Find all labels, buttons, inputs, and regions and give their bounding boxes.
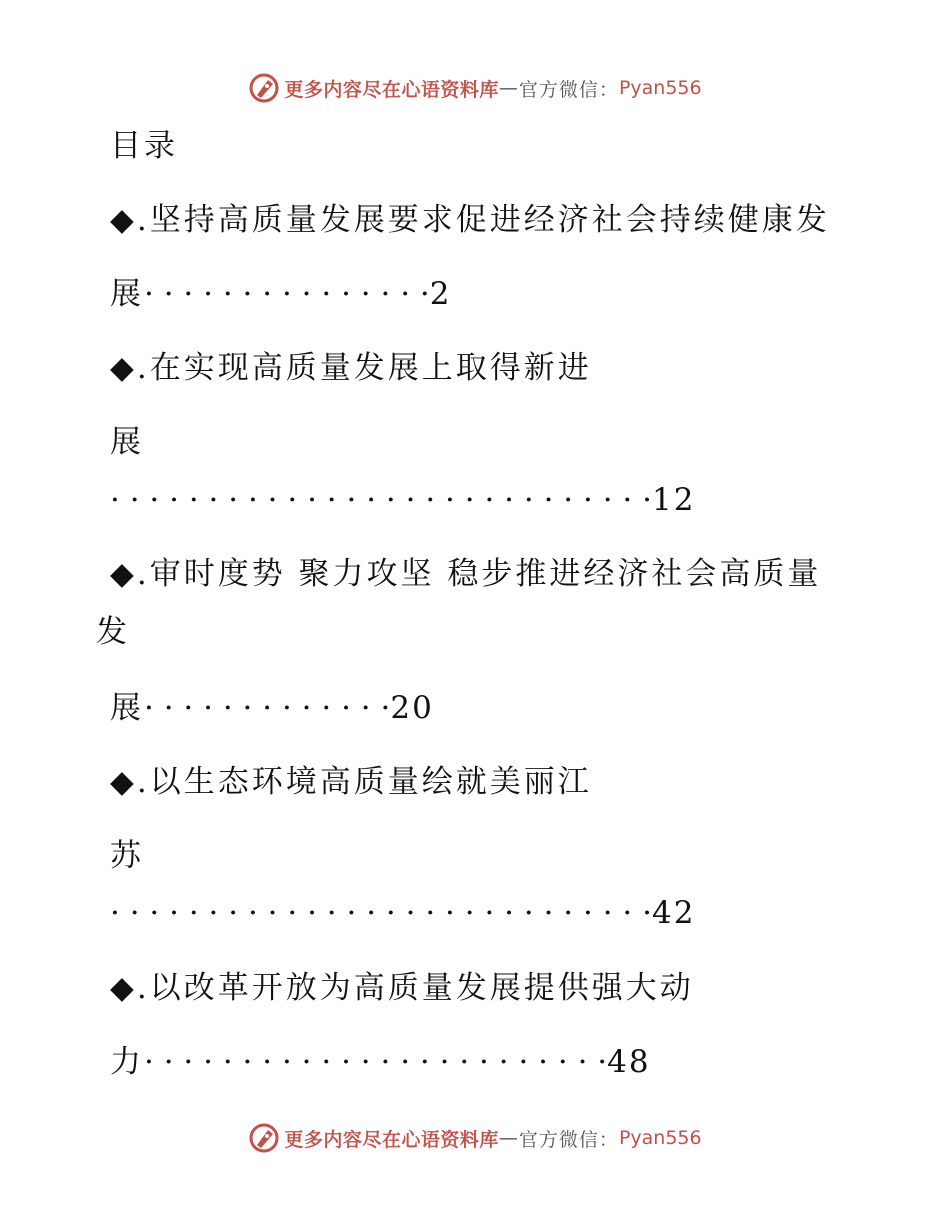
toc-entry-2-continued [110, 422, 144, 462]
toc-entry-text-cont: 展 [110, 276, 144, 312]
toc-page-number: 12 [651, 482, 696, 518]
toc-bullet: ◆. [110, 556, 150, 592]
watermark-wechat-label: 官方微信： [518, 78, 619, 101]
toc-entry-text: 以改革开放为高质量发展提供强大动 [149, 970, 694, 1006]
watermark-wechat-id: Pyan556 [618, 1127, 702, 1149]
toc-entry-1[interactable] [110, 200, 830, 240]
toc-bullet: ◆. [110, 202, 150, 238]
toc-page-number: 42 [651, 895, 696, 931]
footer-watermark [0, 1122, 950, 1154]
toc-entry-4[interactable] [110, 762, 592, 802]
toc-leader-dots: · · · · · · · · · · · · · · · · · · · · · · · · [144, 1044, 608, 1080]
toc-bullet: ◆. [110, 970, 150, 1006]
toc-entry-text: 审时度势 聚力攻坚 稳步推进经济社会高质量 [149, 556, 822, 592]
toc-page-number: 48 [607, 1044, 651, 1080]
toc-entry-text-cont: 展 [110, 690, 144, 726]
toc-leader-dots: · · · · · · · · · · · · · [144, 690, 391, 726]
pen-nib-circle-icon [248, 72, 280, 104]
toc-entry-4-leader-line[interactable] [110, 893, 695, 933]
toc-entry-text-cont: 展 [110, 424, 144, 460]
pen-nib-circle-icon [248, 1122, 280, 1154]
watermark-dash: — [498, 77, 519, 99]
toc-entry-text: 以生态环境高质量绘就美丽江 [149, 764, 592, 800]
toc-entry-3-leader-line[interactable] [110, 688, 434, 728]
watermark-dash: — [498, 1127, 519, 1149]
toc-leader-dots: · · · · · · · · · · · · · · · [144, 276, 430, 312]
toc-bullet: ◆. [110, 764, 150, 800]
toc-entry-text-cont: 力 [110, 1044, 144, 1080]
toc-entry-2[interactable] [110, 348, 592, 388]
watermark-wechat-id: Pyan556 [618, 77, 702, 99]
toc-entry-2-leader-line[interactable] [110, 480, 695, 520]
toc-entry-3[interactable] [110, 554, 821, 594]
toc-bullet: ◆. [110, 350, 150, 386]
toc-entry-text-cont: 苏 [110, 838, 144, 874]
watermark-wechat-label: 官方微信： [518, 1128, 619, 1151]
toc-page-number: 20 [390, 690, 434, 726]
toc-entry-3-continued [96, 612, 130, 652]
toc-entry-text-cont: 发 [96, 614, 130, 650]
toc-page-number: 2 [429, 276, 452, 312]
toc-leader-dots: · · · · · · · · · · · · · · · · · · · · · · · · · · · · [110, 895, 652, 931]
toc-entry-5-continued[interactable] [110, 1042, 651, 1082]
header-watermark [0, 72, 950, 104]
watermark-site-text: 更多内容尽在心语资料库 [284, 78, 499, 101]
toc-entry-1-continued[interactable] [110, 274, 452, 314]
toc-entry-5[interactable] [110, 968, 694, 1008]
toc-title: 目录 [110, 128, 178, 164]
toc-entry-4-continued [110, 836, 144, 876]
toc-entry-text: 在实现高质量发展上取得新进 [149, 350, 592, 386]
watermark-site-text: 更多内容尽在心语资料库 [284, 1128, 499, 1151]
toc-leader-dots: · · · · · · · · · · · · · · · · · · · · · · · · · · · · [110, 482, 652, 518]
toc-entry-text: 坚持高质量发展要求促进经济社会持续健康发 [149, 202, 830, 238]
